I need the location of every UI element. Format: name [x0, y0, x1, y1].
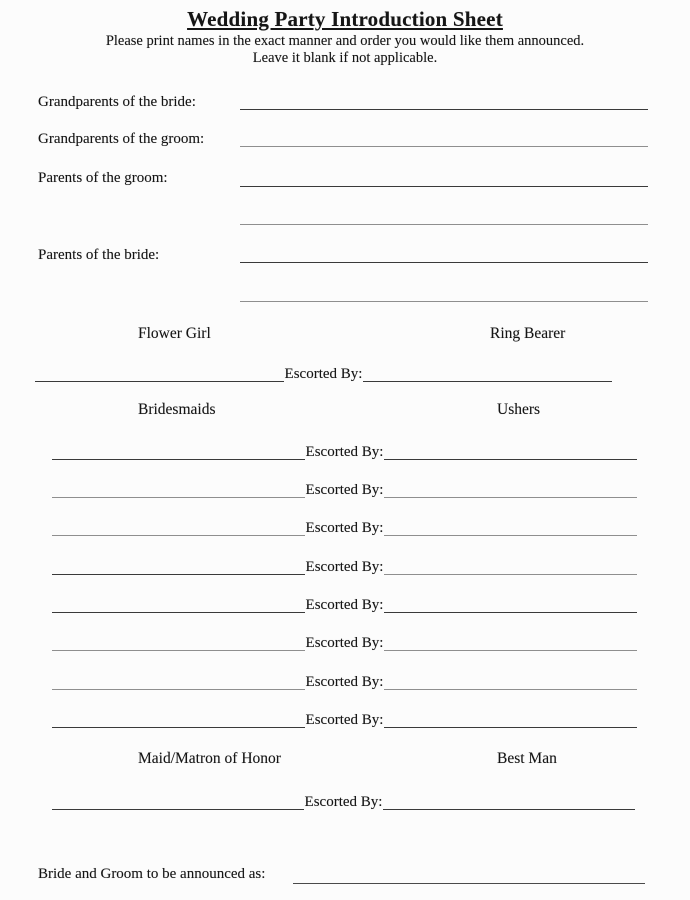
usher-name-line[interactable]	[384, 672, 637, 690]
grandparents-bride-line[interactable]	[240, 109, 648, 110]
heading-ring-bearer: Ring Bearer	[490, 325, 566, 342]
escorted-by-label: Escorted By:	[305, 443, 384, 460]
bridesmaid-name-line[interactable]	[52, 633, 305, 651]
usher-name-line[interactable]	[384, 710, 637, 728]
escort-row-bridesmaid-2	[52, 480, 637, 498]
escorted-by-label: Escorted By:	[304, 793, 383, 810]
flower-girl-name-line[interactable]	[35, 364, 284, 382]
usher-name-line[interactable]	[384, 480, 637, 498]
usher-name-line[interactable]	[384, 595, 637, 613]
heading-maid-of-honor: Maid/Matron of Honor	[138, 750, 281, 767]
escorted-by-label: Escorted By:	[305, 634, 384, 651]
grandparents-groom-label: Grandparents of the groom:	[38, 131, 205, 147]
escort-row-bridesmaid-5	[52, 595, 637, 613]
escorted-by-label: Escorted By:	[284, 365, 363, 382]
bridesmaid-name-line[interactable]	[52, 672, 305, 690]
escorted-by-label: Escorted By:	[305, 596, 384, 613]
escorted-by-label: Escorted By:	[305, 558, 384, 575]
bridesmaid-name-line[interactable]	[52, 595, 305, 613]
escort-row-honor-bestman	[52, 792, 635, 810]
form-title: Wedding Party Introduction Sheet	[187, 7, 503, 31]
usher-name-line[interactable]	[384, 442, 637, 460]
escorted-by-label: Escorted By:	[305, 711, 384, 728]
form-instructions-line1: Please print names in the exact manner and order you would like them announced.	[105, 33, 585, 49]
escorted-by-label: Escorted By:	[305, 481, 384, 498]
escort-row-bridesmaid-7	[52, 672, 637, 690]
bridesmaid-name-line[interactable]	[52, 557, 305, 575]
grandparents-groom-line[interactable]	[240, 146, 648, 147]
announce-line[interactable]	[293, 883, 645, 884]
bridesmaid-name-line[interactable]	[52, 442, 305, 460]
escort-row-bridesmaid-4	[52, 557, 637, 575]
best-man-name-line[interactable]	[383, 792, 635, 810]
escort-row-bridesmaid-3	[52, 518, 637, 536]
bridesmaid-name-line[interactable]	[52, 710, 305, 728]
escorted-by-label: Escorted By:	[305, 519, 384, 536]
usher-name-line[interactable]	[384, 557, 637, 575]
escorted-by-label: Escorted By:	[305, 673, 384, 690]
usher-name-line[interactable]	[384, 518, 637, 536]
ring-bearer-name-line[interactable]	[363, 364, 612, 382]
form-instructions-line2: Leave it blank if not applicable.	[252, 50, 438, 66]
escort-row-bridesmaid-8	[52, 710, 637, 728]
heading-ushers: Ushers	[497, 401, 541, 418]
bridesmaid-name-line[interactable]	[52, 480, 305, 498]
maid-of-honor-name-line[interactable]	[52, 792, 304, 810]
heading-flower-girl: Flower Girl	[138, 325, 211, 342]
parents-bride-line-2[interactable]	[240, 301, 648, 302]
usher-name-line[interactable]	[384, 633, 637, 651]
bridesmaid-name-line[interactable]	[52, 518, 305, 536]
heading-best-man: Best Man	[497, 750, 557, 767]
parents-groom-label: Parents of the groom:	[38, 170, 168, 186]
escort-row-bridesmaid-1	[52, 442, 637, 460]
heading-bridesmaids: Bridesmaids	[138, 401, 216, 418]
parents-bride-line[interactable]	[240, 262, 648, 263]
parents-bride-label: Parents of the bride:	[38, 247, 160, 263]
announce-label: Bride and Groom to be announced as:	[38, 866, 266, 882]
grandparents-bride-label: Grandparents of the bride:	[38, 94, 196, 110]
parents-groom-line[interactable]	[240, 186, 648, 187]
parents-groom-line-2[interactable]	[240, 224, 648, 225]
escort-row-bridesmaid-6	[52, 633, 637, 651]
escort-row-flower-ring	[35, 364, 612, 382]
